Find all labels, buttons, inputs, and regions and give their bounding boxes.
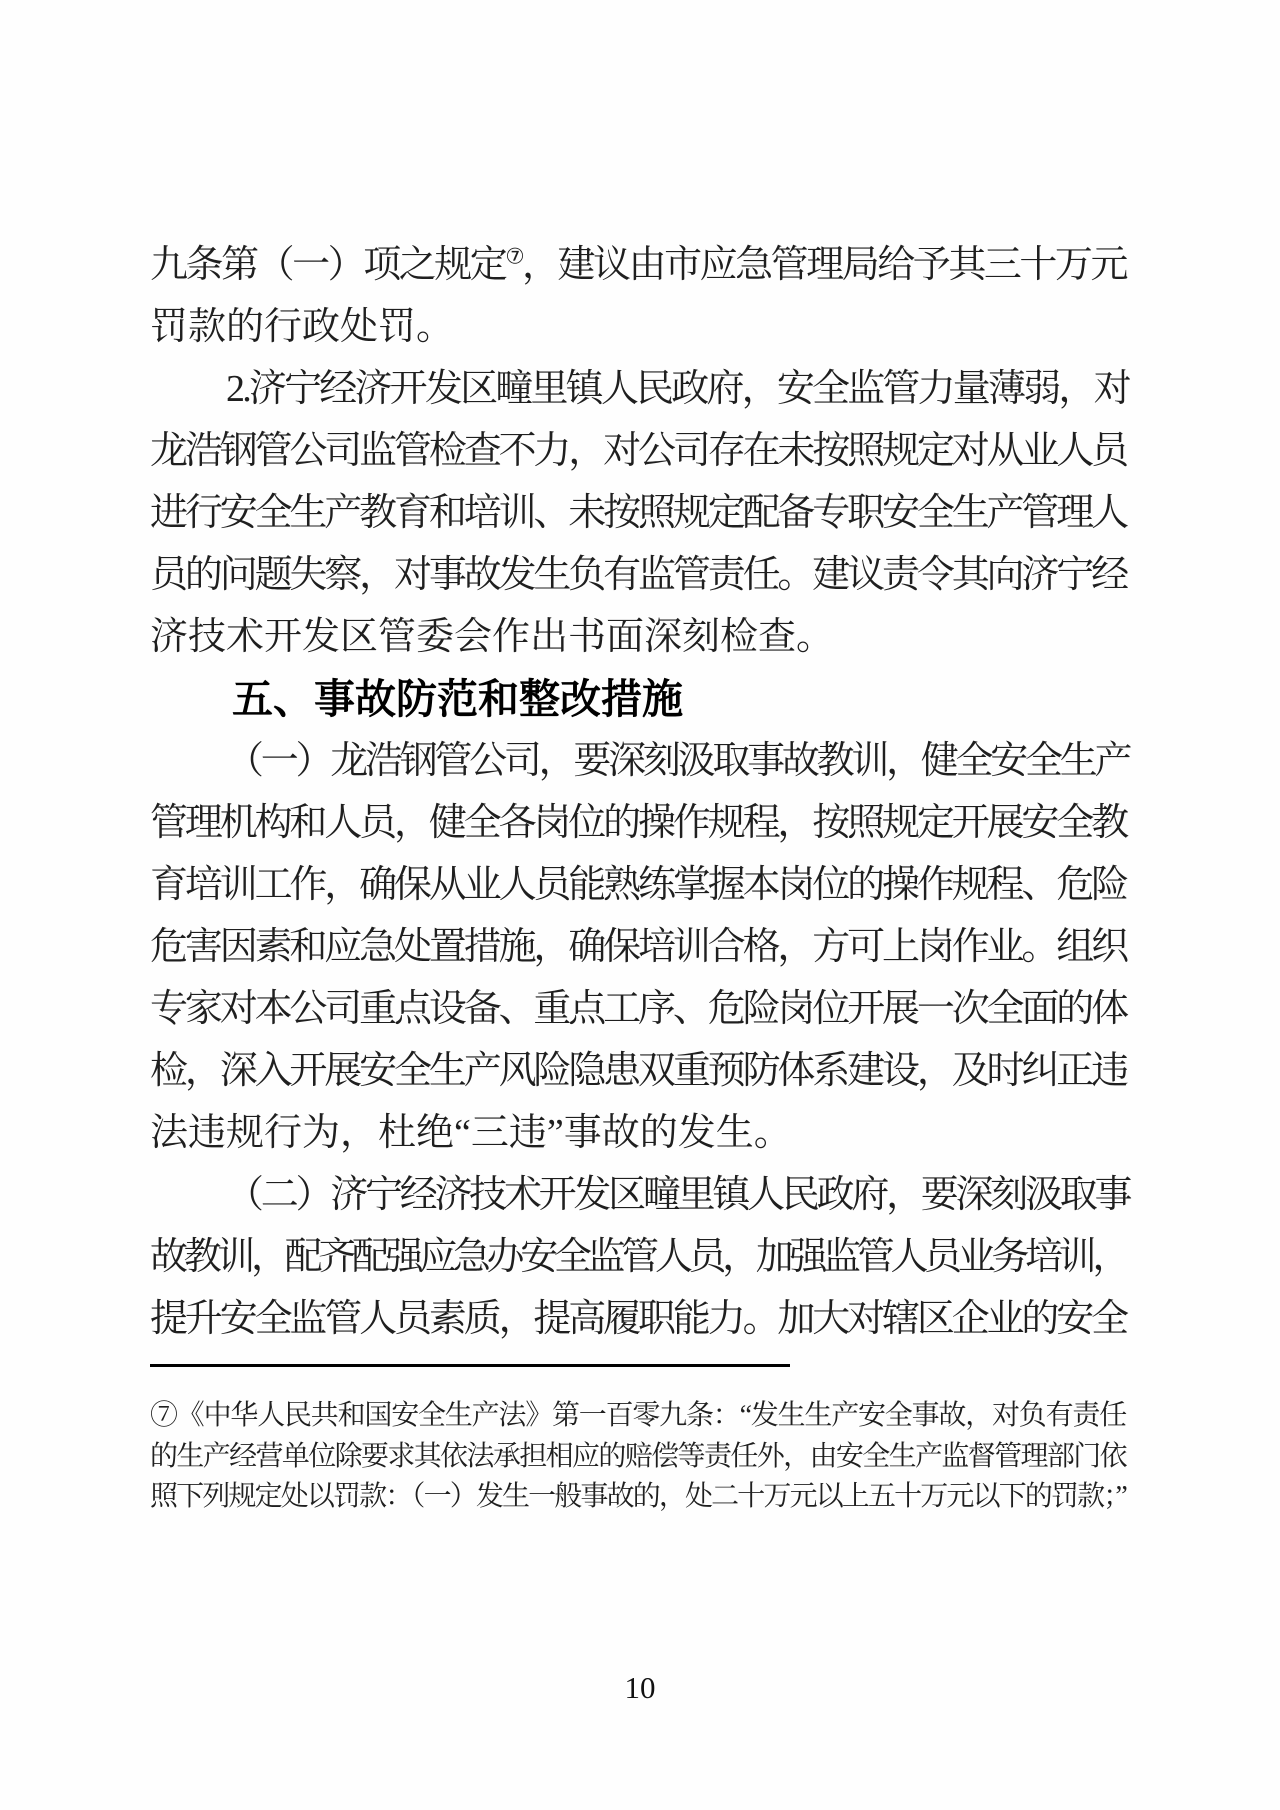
body-line: 济技术开发区管委会作出书面深刻检查。 [150,616,835,658]
body-line: 2.济宁经济开发区疃里镇人民政府，安全监管力量薄弱，对 [226,368,1129,410]
body-line: 故教训，配齐配强应急办安全监管人员，加强监管人员业务培训， [150,1236,1126,1278]
footnote [150,1396,1126,1518]
body-line: 提升安全监管人员素质，提高履职能力。加大对辖区企业的安全 [150,1298,1126,1340]
body-line: 罚款的行政处罚。 [150,306,455,348]
body-line: 育培训工作，确保从业人员能熟练掌握本岗位的操作规程、危险 [150,864,1126,906]
body-line: 九条第（一）项之规定⑦，建议由市应急管理局给予其三十万元 [150,244,1126,286]
body-line: （二）济宁经济技术开发区疃里镇人民政府，要深刻汲取事 [226,1174,1130,1216]
body-line: （一）龙浩钢管公司，要深刻汲取事故教训，健全安全生产 [226,740,1130,782]
footnote-line: ⑦《中华人民共和国安全生产法》第一百零九条：“发生生产安全事故，对负有责任 [150,1400,1126,1431]
page-number: 10 [624,1670,656,1705]
body-line: 进行安全生产教育和培训、未按照规定配备专职安全生产管理人 [150,492,1126,534]
body-line: 专家对本公司重点设备、重点工序、危险岗位开展一次全面的体 [150,988,1126,1030]
footnote-separator [150,1364,790,1367]
report-body [150,234,1130,1350]
body-line: 法违规行为，杜绝“三违”事故的发生。 [150,1112,792,1154]
footnote-line: 照下列规定处以罚款：（一）发生一般事故的，处二十万元以上五十万元以下的罚款；” [150,1481,1126,1512]
footnote-ref-7: ⑦ [505,244,522,269]
body-line: 龙浩钢管公司监管检查不力，对公司存在未按照规定对从业人员 [150,430,1126,472]
body-line: 管理机构和人员，健全各岗位的操作规程，按照规定开展安全教 [150,802,1126,844]
footnote-line: 的生产经营单位除要求其依法承担相应的赔偿等责任外，由安全生产监督管理部门依 [150,1440,1126,1472]
body-line: 检，深入开展安全生产风险隐患双重预防体系建设，及时纠正违 [150,1050,1126,1092]
body-line: 员的问题失察，对事故发生负有监管责任。建议责令其向济宁经 [150,554,1126,596]
body-line: 危害因素和应急处置措施，确保培训合格，方可上岗作业。组织 [150,926,1126,968]
section-heading: 五、事故防范和整改措施 [232,676,683,722]
